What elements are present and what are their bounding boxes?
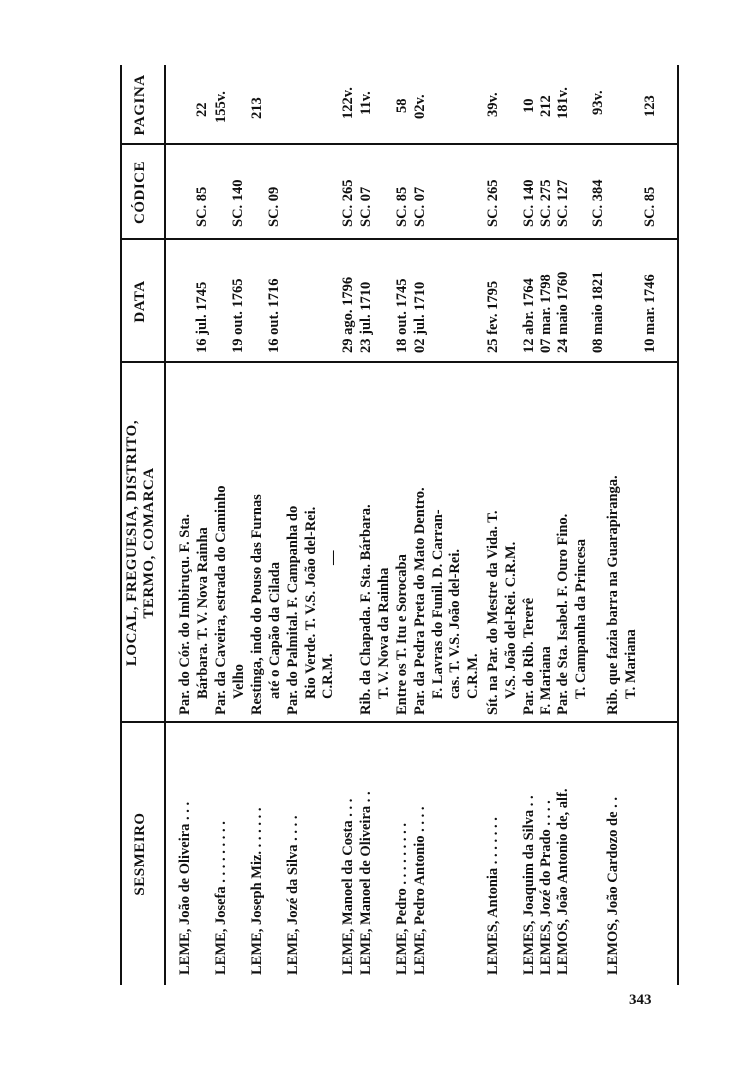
data-cell: 07 mar. 1798 <box>538 274 554 353</box>
local-cell <box>213 486 248 715</box>
local-cell: F. Mariana <box>538 646 554 715</box>
header-data: DATA <box>132 280 148 323</box>
data-cell: 08 maio 1821 <box>590 271 606 353</box>
data-cell: 16 out. 1716 <box>266 278 282 353</box>
sesmeiro-cell: LEME, João de Oliveira . . . <box>177 801 193 975</box>
local-cell <box>177 514 212 715</box>
pagina-cell: 10 <box>521 98 537 113</box>
pagina-cell: 155v. <box>213 91 229 123</box>
local-cell: Entre os T. Itu e Sorocaba <box>394 554 410 715</box>
pagina-cell: 93v. <box>590 90 606 115</box>
local-cell <box>605 475 640 715</box>
data-cell: 16 jul. 1745 <box>194 281 210 353</box>
header-codice: CÓDICE <box>132 161 148 225</box>
codice-cell: SC. 85 <box>194 186 210 227</box>
codice-cell: SC. 140 <box>230 179 246 227</box>
data-cell: 24 maio 1760 <box>555 271 571 353</box>
local-cell <box>555 514 590 715</box>
local-cell: Par. do Rib. Tererê <box>521 597 537 715</box>
local-line: T. V. Nova da Rainha <box>375 567 392 699</box>
header-pagina: PAGINA <box>132 74 148 136</box>
codice-cell: SC. 265 <box>485 179 501 227</box>
codice-cell: SC. 275 <box>538 179 554 227</box>
local-cell <box>412 487 482 715</box>
divider-2 <box>120 362 679 364</box>
local-cell <box>358 504 393 715</box>
pagina-cell: 02v. <box>412 94 428 119</box>
pagina-cell: 181v. <box>555 87 571 119</box>
sesmeiro-cell: LEME, Manoel da Costa . . . <box>340 798 356 975</box>
header-local-line1: LOCAL, FREGUESIA, DISTRITO, <box>124 419 140 667</box>
sesmeiro-cell: LEMOS, João Antonio de, alf. <box>555 788 571 975</box>
header-local-line2: TERMO, COMARCA <box>141 467 157 619</box>
data-cell: 18 out. 1745 <box>394 278 410 353</box>
local-line: Par. de Sta. Isabel. F. Ouro Fino. <box>555 513 571 715</box>
data-cell: 23 jul. 1710 <box>358 281 374 353</box>
local-cell <box>285 506 338 715</box>
sesmeiro-cell: LEMES, Jozé do Prado . . . . <box>538 800 554 975</box>
local-line: Rio Verde. T. V.S. João del-Rei. <box>302 506 319 699</box>
local-line: Par. do Palmital. F. Campanha do <box>285 505 301 715</box>
local-line: Rib. que fazia barra na Guarapiranga. <box>605 475 621 715</box>
sesmeiro-cell: LEMES, Antonia . . . . . . . <box>485 817 501 975</box>
codice-cell: SC. 85 <box>394 186 410 227</box>
sesmeiro-cell: LEMES, Joaquim da Silva . . <box>521 795 537 975</box>
local-line: Bárbara. T. V. Nova Rainha <box>194 527 211 699</box>
codice-cell: SC. 85 <box>642 186 658 227</box>
local-line: Par. do Cór. do Imbiruçu. F. Sta. <box>177 513 193 715</box>
local-line: F. Lavras do Funil. D. Carran- <box>429 509 446 699</box>
header-local <box>124 363 158 723</box>
codice-cell: SC. 07 <box>358 186 374 227</box>
codice-cell: SC. 384 <box>590 179 606 227</box>
bottom-rule <box>677 65 679 985</box>
pagina-cell: 122v. <box>340 87 356 119</box>
codice-cell: SC. 07 <box>412 186 428 227</box>
data-cell: 10 mar. 1746 <box>642 274 658 353</box>
local-line: Par. da Caveira, estrada do Caminho <box>213 485 229 715</box>
local-cell <box>485 510 520 715</box>
local-cell <box>249 494 284 715</box>
pagina-cell: 11v. <box>358 91 374 115</box>
pagina-cell: 123 <box>642 95 658 117</box>
sesmeiro-cell: LEME, Jozé da Silva . . . . <box>285 815 301 975</box>
pagina-cell: 212 <box>538 95 554 117</box>
local-line: Velho <box>230 664 247 699</box>
local-line: T. Mariana <box>622 629 639 699</box>
codice-cell: SC. 09 <box>266 186 282 227</box>
divider-1 <box>120 722 679 724</box>
codice-cell: SC. 140 <box>521 179 537 227</box>
data-cell: 29 ago. 1796 <box>340 276 356 353</box>
local-line: Par. da Pedra Preta do Mato Dentro. <box>412 487 428 715</box>
top-rule <box>120 65 122 985</box>
data-cell: 12 abr. 1764 <box>521 278 537 353</box>
rotated-table <box>120 65 680 985</box>
local-line: cas. T. V.S. João del-Rei. <box>447 549 463 699</box>
data-cell: 02 jul. 1710 <box>412 281 428 353</box>
pagina-cell: 39v. <box>485 92 501 117</box>
data-cell: 19 out. 1765 <box>230 278 246 353</box>
header-rule <box>164 65 166 985</box>
sesmeiro-cell: LEMOS, João Cardozo de . . <box>605 796 621 975</box>
local-line: V.S. João del-Rei. C.R.M. <box>502 541 519 699</box>
pagina-cell: 58 <box>394 98 410 113</box>
data-cell: 25 fev. 1795 <box>485 280 501 353</box>
local-line: C.R.M. <box>464 653 481 699</box>
sesmeiro-cell: LEME, Manoel de Oliveira . . <box>358 791 374 975</box>
codice-cell: SC. 265 <box>340 179 356 227</box>
divider-4 <box>120 144 679 146</box>
pagina-cell: 22 <box>194 102 210 117</box>
local-line: Restinga, indo do Pouso das Furnas <box>249 494 265 715</box>
local-line: C.R.M. <box>320 653 336 699</box>
divider-3 <box>120 239 679 241</box>
local-line: até o Capão da Cilada <box>266 562 283 699</box>
sesmeiro-cell: LEME, Pedro . . . . . . . . . <box>394 823 410 975</box>
header-sesmeiro: SESMEIRO <box>132 812 148 896</box>
local-cell: — <box>325 550 341 565</box>
sesmeiro-cell: LEME, Joseph Miz. . . . . . . <box>249 807 265 975</box>
local-line: Sít. na Par. do Mestre da Vida. T. <box>485 510 501 715</box>
local-line: T. Campanha da Princesa <box>572 538 589 699</box>
codice-cell: SC. 127 <box>555 179 571 227</box>
page-number: 343 <box>629 992 652 1008</box>
sesmeiro-cell: LEME, Pedro Antonio . . . . <box>412 806 428 975</box>
local-line: Rib. da Chapada. F. Sta. Bárbara. <box>358 504 374 715</box>
pagina-cell: 213 <box>249 97 265 119</box>
sesmeiro-cell: LEME, Josefa . . . . . . . . . <box>213 821 229 975</box>
